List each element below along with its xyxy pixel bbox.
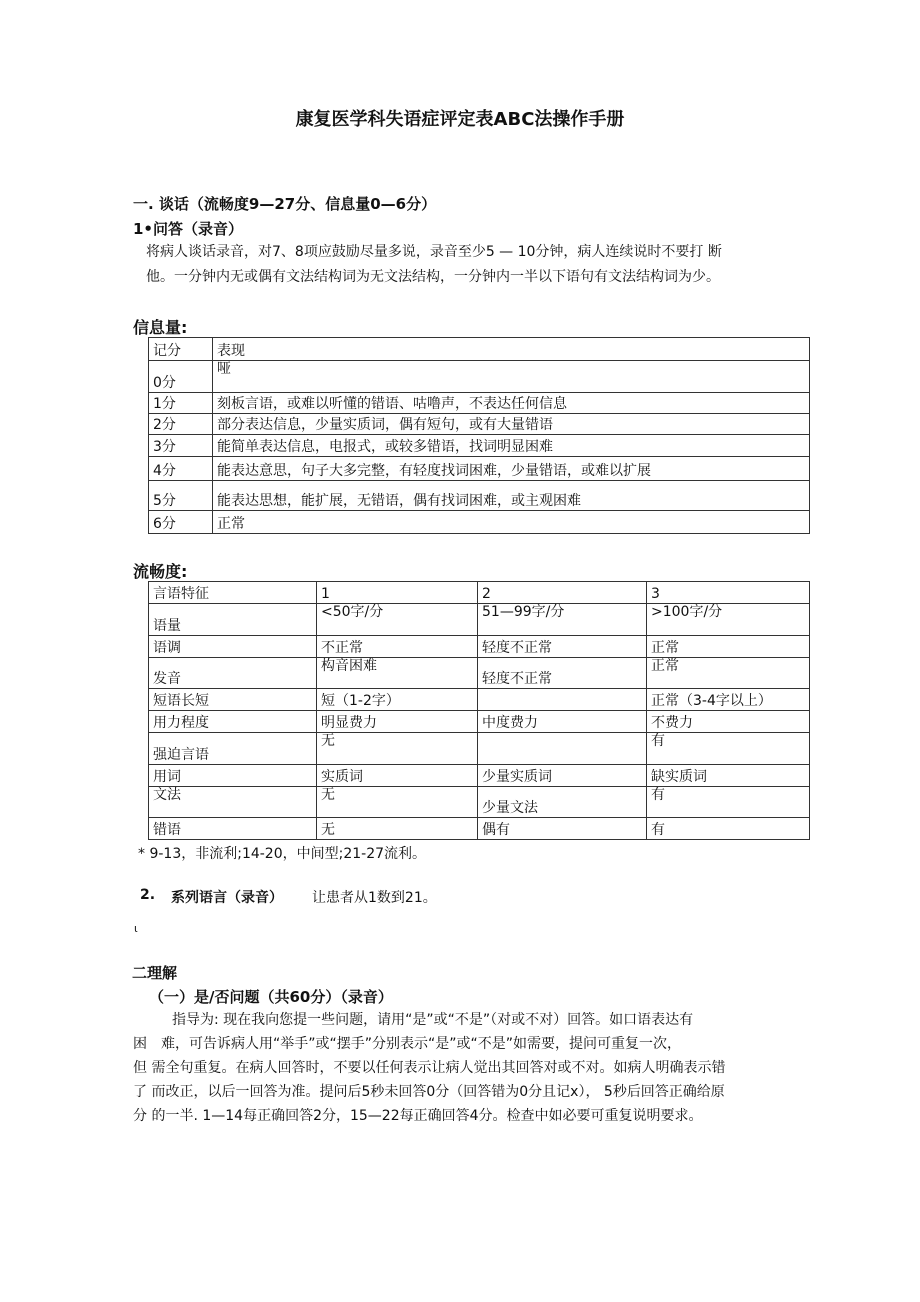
header-cell: 2 [478,582,647,604]
header-cell: 表现 [213,338,810,361]
paragraph-line: 他。一分钟内无或偶有文法结构词为无文法结构，一分钟内一半以下语句有文法结构词为少。 [146,269,720,285]
value-cell: 有 [647,733,810,765]
score-cell: 6分 [149,511,213,534]
table-row [149,511,810,534]
desc-cell: 正常 [213,511,810,534]
value-cell: 偶有 [478,818,647,840]
paragraph-line: 困 难，可告诉病人用“举手”或“摆手”分别表示“是”或“不是”如需要，提问可重复一次， [133,1036,682,1052]
value-cell: 无 [317,787,478,818]
table-row [149,733,810,765]
fluency-heading: 流畅度: [133,562,188,581]
table-row [149,636,810,658]
value-cell: <50字/分 [317,604,478,636]
subsection-number: 2. [140,887,156,903]
desc-cell: 能简单表达信息，电报式，或较多错语，找词明显困难 [213,435,810,457]
score-cell: 2分 [149,414,213,435]
table-row [149,393,810,414]
value-cell [478,733,647,765]
paragraph-line: 分 的一半. 1—14每正确回答2分，15—22每正确回答4分。检查中如必要可重复说明要求。 [133,1108,703,1124]
section1-heading: 一. 谈话（流畅度9—27分、信息量0—6分） [133,195,437,213]
header-cell: 言语特征 [149,582,317,604]
table-header-row [149,338,810,361]
value-cell: 构音困难 [317,658,478,689]
feature-cell: 强迫言语 [149,733,317,765]
value-cell: 实质词 [317,765,478,787]
value-cell: 不费力 [647,711,810,733]
subsection-yes-no: （一）是/否问题（共60分）（录音） [149,988,393,1006]
info-table [148,337,810,534]
header-cell: 记分 [149,338,213,361]
table-row [149,604,810,636]
desc-cell: 哑 [213,361,810,393]
stray-mark: ι [134,922,138,935]
paragraph-line: 了 而改正，以后一回答为准。提问后5秒未回答0分（回答错为0分且记x）， 5秒后回答正确给原 [133,1084,725,1100]
paragraph-line: 但 需全句重复。在病人回答时，不要以任何表示让病人觉出其回答对或不对。如病人明确表示错 [133,1060,726,1076]
score-cell: 3分 [149,435,213,457]
value-cell: 有 [647,818,810,840]
value-cell: >100字/分 [647,604,810,636]
value-cell: 51—99字/分 [478,604,647,636]
value-cell: 不正常 [317,636,478,658]
value-cell: 缺实质词 [647,765,810,787]
fluency-table [148,581,810,840]
series-speech-text: 让患者从1数到21。 [312,890,437,906]
value-cell [478,689,647,711]
score-cell: 4分 [149,457,213,481]
feature-cell: 语调 [149,636,317,658]
value-cell: 中度费力 [478,711,647,733]
table-row [149,787,810,818]
paragraph-line: 将病人谈话录音，对7、8项应鼓励尽量多说，录音至少5 — 10分钟，病人连续说时不要打 断 [146,244,722,260]
value-cell: 正常 [647,658,810,689]
feature-cell: 用词 [149,765,317,787]
subsection-series-speech: 系列语言（录音） [171,890,283,906]
paragraph-line: 指导为: 现在我向您提一些问题，请用“是”或“不是”（对或不对）回答。如口语表达有 [172,1012,694,1028]
feature-cell: 发音 [149,658,317,689]
desc-cell: 能表达意思，句子大多完整，有轻度找词困难，少量错语，或难以扩展 [213,457,810,481]
score-cell: 1分 [149,393,213,414]
feature-cell: 短语长短 [149,689,317,711]
value-cell: 正常 [647,636,810,658]
table-row [149,414,810,435]
section2-heading: 二理解 [132,964,178,982]
subsection-qa: 1•问答（录音） [133,220,244,238]
table-row [149,481,810,511]
value-cell: 短（1-2字） [317,689,478,711]
value-cell: 无 [317,818,478,840]
value-cell: 无 [317,733,478,765]
document-title: 康复医学科失语症评定表ABC法操作手册 [295,109,625,130]
table-row [149,457,810,481]
score-cell: 0分 [149,361,213,393]
table-row [149,765,810,787]
value-cell: 少量实质词 [478,765,647,787]
feature-cell: 语量 [149,604,317,636]
value-cell: 明显费力 [317,711,478,733]
table-row [149,818,810,840]
table-row [149,711,810,733]
feature-cell: 文法 [149,787,317,818]
desc-cell: 能表达思想，能扩展，无错语，偶有找词困难，或主观困难 [213,481,810,511]
desc-cell: 刻板言语，或难以听懂的错语、咕噜声，不表达任何信息 [213,393,810,414]
table-header-row [149,582,810,604]
header-cell: 1 [317,582,478,604]
value-cell: 正常（3-4字以上） [647,689,810,711]
value-cell: 有 [647,787,810,818]
table-row [149,361,810,393]
table-row [149,435,810,457]
table-row [149,658,810,689]
info-heading: 信息量: [133,318,188,337]
table-row [149,689,810,711]
score-cell: 5分 [149,481,213,511]
header-cell: 3 [647,582,810,604]
value-cell: 轻度不正常 [478,636,647,658]
feature-cell: 错语 [149,818,317,840]
value-cell: 轻度不正常 [478,658,647,689]
desc-cell: 部分表达信息，少量实质词，偶有短句，或有大量错语 [213,414,810,435]
footnote: * 9-13，非流利;14-20，中间型;21-27流利。 [138,846,427,862]
feature-cell: 用力程度 [149,711,317,733]
value-cell: 少量文法 [478,787,647,818]
